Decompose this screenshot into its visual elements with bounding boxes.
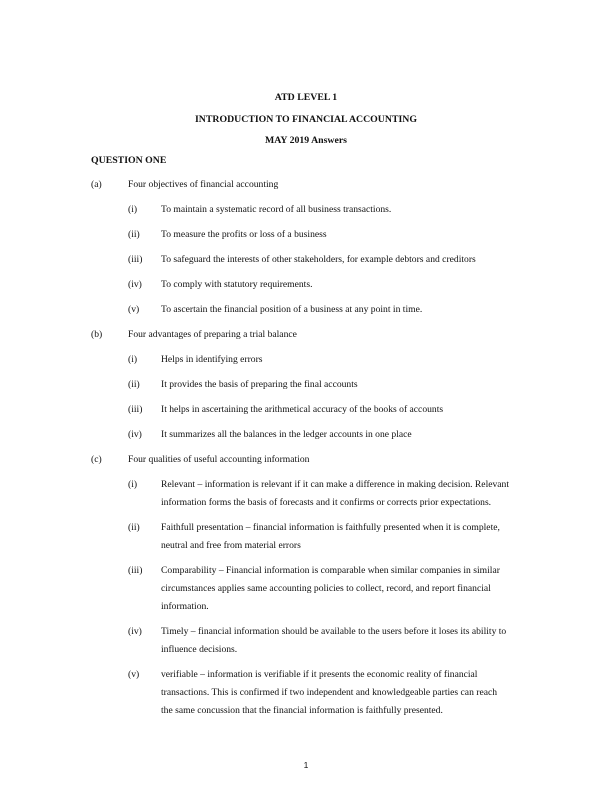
section-heading — [91, 176, 531, 194]
list-item — [128, 226, 531, 244]
section-heading — [91, 451, 531, 469]
item-number: (iv) — [128, 279, 142, 290]
item-number: (iii) — [128, 565, 143, 576]
item-number: (ii) — [128, 379, 140, 390]
item-text: verifiable – information is verifiable if it presents the economic reality of financial transactions. This is confirmed if two independent and knowledgeable parties can reach the same concussion that the financial information is faithfully presented. — [161, 669, 498, 716]
section-title: Four qualities of useful accounting information — [128, 454, 310, 465]
list-item — [128, 562, 531, 616]
answer-body — [91, 176, 531, 727]
section-label: (b) — [91, 329, 103, 340]
item-text: It summarizes all the balances in the ledger accounts in one place — [161, 429, 412, 440]
list-item — [128, 666, 531, 720]
list-item — [128, 301, 531, 319]
item-number: (iv) — [128, 429, 142, 440]
list-item — [128, 519, 531, 555]
item-text: To comply with statutory requirements. — [161, 279, 313, 290]
item-text: Helps in identifying errors — [161, 354, 263, 365]
list-item — [128, 623, 531, 659]
item-number: (ii) — [128, 522, 140, 533]
list-item — [128, 276, 531, 294]
item-text: It helps in ascertaining the arithmetical accuracy of the books of accounts — [161, 404, 444, 415]
item-number: (i) — [128, 204, 138, 215]
section-title: Four objectives of financial accounting — [128, 179, 279, 190]
item-text: Comparability – Financial information is comparable when similar companies in similar circumstances applies same accounting policies to collect, record, and report financial information. — [161, 565, 500, 612]
item-number: (ii) — [128, 229, 140, 240]
question-title: QUESTION ONE — [91, 155, 167, 166]
section-label: (c) — [91, 454, 102, 465]
item-number: (v) — [128, 669, 140, 680]
item-text: Timely – financial information should be available to the users before it loses its ability to influence decisions. — [161, 626, 507, 655]
document-session: MAY 2019 Answers — [264, 135, 347, 146]
item-number: (iv) — [128, 626, 142, 637]
item-text: Faithfull presentation – financial information is faithfully presented when it is complete, neutral and free from material errors — [161, 522, 500, 551]
answer-list — [128, 351, 531, 444]
list-item — [128, 376, 531, 394]
document-level: ATD LEVEL 1 — [274, 92, 338, 103]
item-number: (iii) — [128, 254, 143, 265]
item-number: (v) — [128, 304, 140, 315]
list-item — [128, 201, 531, 219]
item-number: (i) — [128, 354, 138, 365]
list-item — [128, 476, 531, 512]
answer-list — [128, 476, 531, 720]
item-text: To measure the profits or loss of a business — [161, 229, 327, 240]
list-item — [128, 401, 531, 419]
answer-list — [128, 201, 531, 319]
section-heading — [91, 326, 531, 344]
document-subject: INTRODUCTION TO FINANCIAL ACCOUNTING — [194, 114, 417, 125]
list-item — [128, 251, 531, 269]
list-item — [128, 426, 531, 444]
item-text: To safeguard the interests of other stakeholders, for example debtors and creditors — [161, 254, 476, 265]
section-title: Four advantages of preparing a trial balance — [128, 329, 297, 340]
item-text: To ascertain the financial position of a business at any point in time. — [161, 304, 423, 315]
list-item — [128, 351, 531, 369]
page-number: 1 — [303, 760, 309, 770]
item-number: (i) — [128, 479, 138, 490]
item-number: (iii) — [128, 404, 143, 415]
item-text: To maintain a systematic record of all business transactions. — [161, 204, 392, 215]
section-label: (a) — [91, 179, 102, 190]
item-text: It provides the basis of preparing the final accounts — [161, 379, 358, 390]
item-text: Relevant – information is relevant if it can make a difference in making decision. Relevant information forms the basis of forecasts and it confirms or corrects prior expectations. — [161, 479, 510, 508]
